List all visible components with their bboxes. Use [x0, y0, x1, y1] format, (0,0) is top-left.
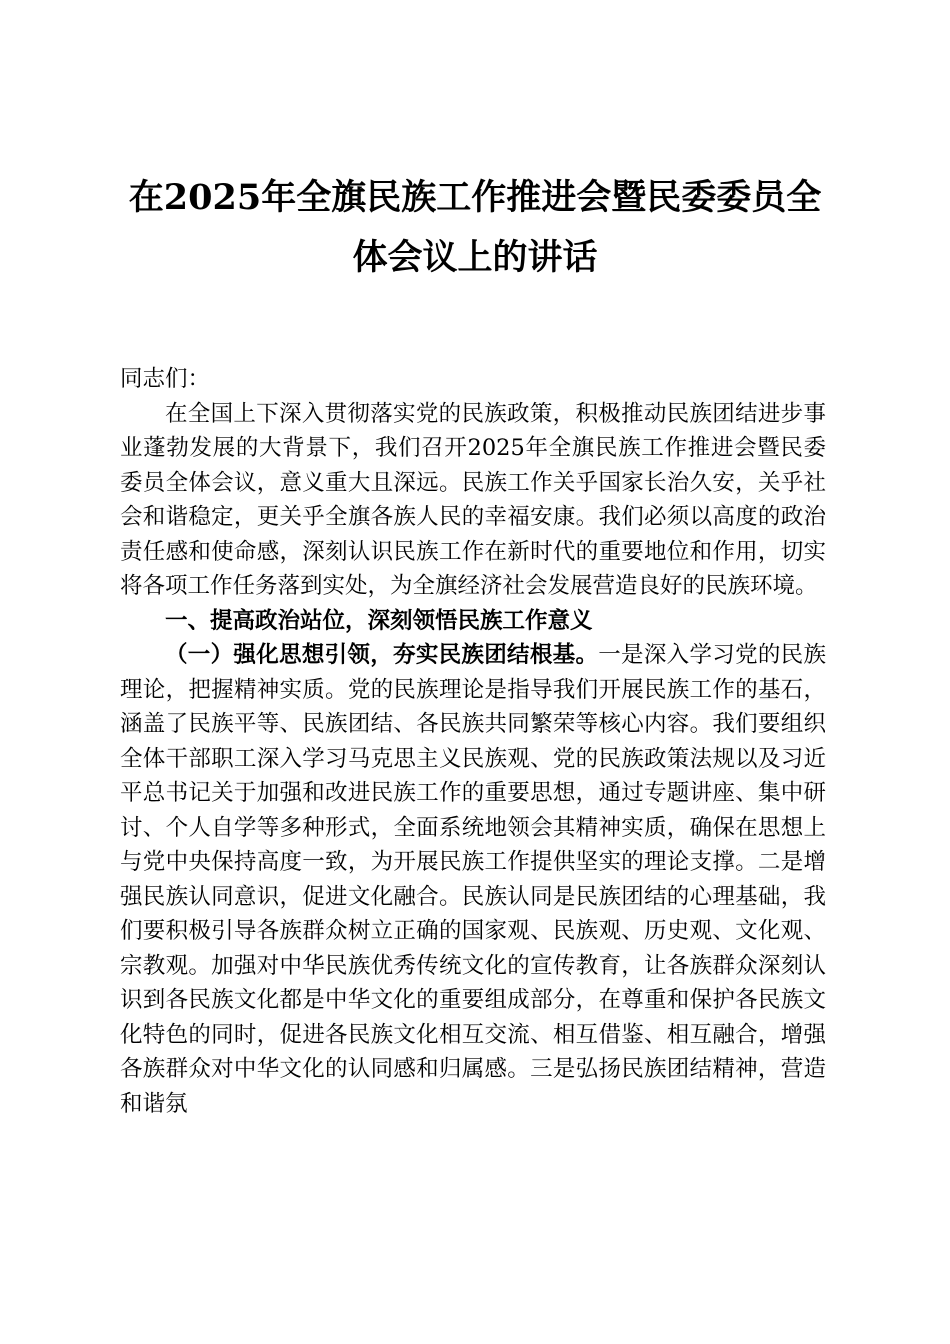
document-body [120, 362, 826, 1121]
salutation: 同志们： [120, 366, 211, 392]
section-heading-1: 一、提高政治站位，深刻领悟民族工作意义 [165, 607, 593, 634]
subsection-paragraph-1 [120, 638, 826, 1121]
subsection-body-1: 一是深入学习党的民族理论，把握精神实质。党的民族理论是指导我们开展民族工作的基石，涵盖了民族平等、民族团结、各民族共同繁荣等核心内容。我们要组织全体干部职工深入学习马克思主义民族观、党的民族政策法规以及习近平总书记关于加强和改进民族工作的重要思想，通过专题讲座、集中研讨、个人自学等多种形式，全面系统地领会其精神实质，确保在思想上与党中央保持高度一致，为开展民族工作提供坚实的理论支撑。二是增强民族认同意识，促进文化融合。民族认同是民族团结的心理基础，我们要积极引导各族群众树立正确的国家观、民族观、历史观、文化观、宗教观。加强对中华民族优秀传统文化的宣传教育，让各族群众深刻认识到各民族文化都是中华文化的重要组成部分，在尊重和保护各民族文化特色的同时，促进各民族文化相互交流、相互借鉴、相互融合，增强各族群众对中华文化的认同感和归属感。三是弘扬民族团结精神，营造和谐氛 [120, 642, 826, 1117]
intro-paragraph: 在全国上下深入贯彻落实党的民族政策，积极推动民族团结进步事业蓬勃发展的大背景下，我们召开2025年全旗民族工作推进会暨民委委员全体会议，意义重大且深远。民族工作关乎国家长治久安，关乎社会和谐稳定，更关乎全旗各族人民的幸福安康。我们必须以高度的政治责任感和使命感，深刻认识民族工作在新时代的重要地位和作用，切实将各项工作任务落到实处，为全旗经济社会发展营造良好的民族环境。 [120, 400, 826, 599]
subsection-lead-1: （一）强化思想引领，夯实民族团结根基。 [165, 642, 599, 668]
document-title: 在2025年全旗民族工作推进会暨民委委员全体会议上的讲话 [128, 177, 822, 278]
